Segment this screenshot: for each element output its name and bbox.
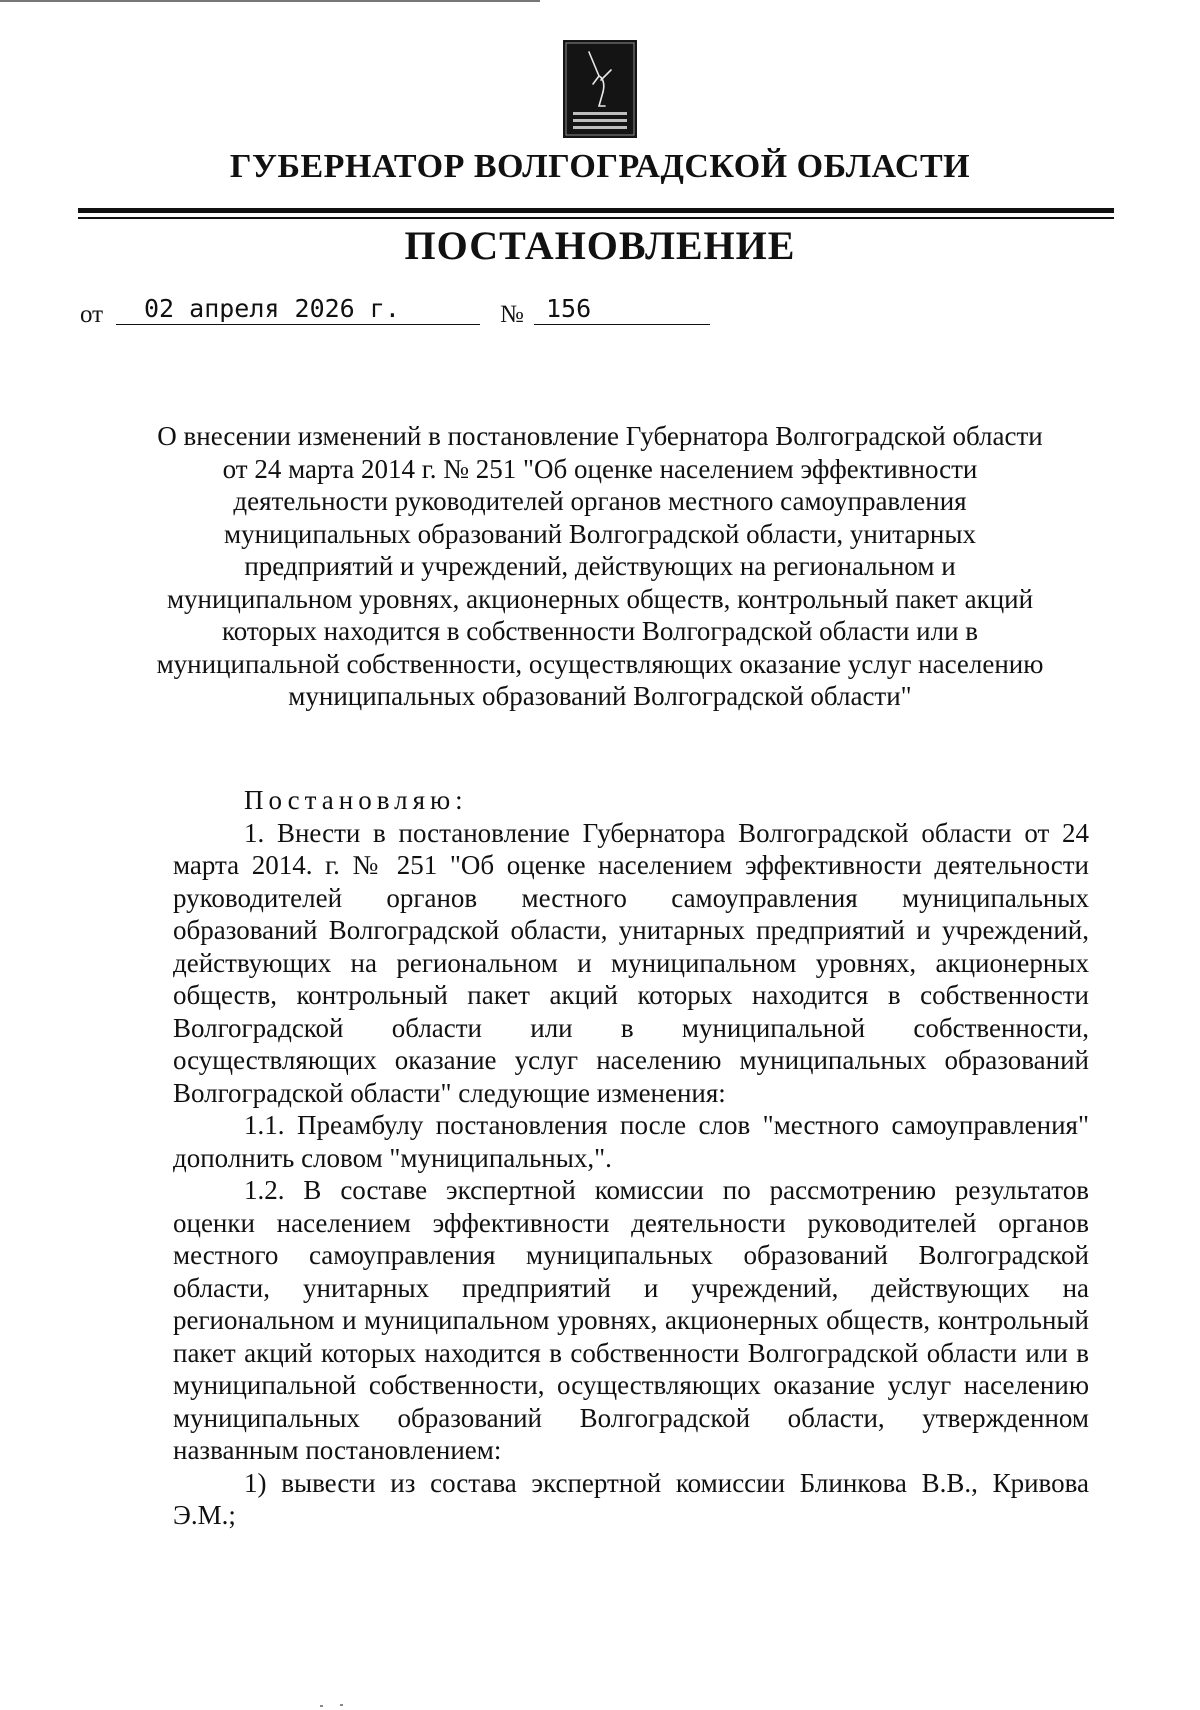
paragraph-1-1: 1.1. Преамбулу постановления после слов "местного самоуправления" дополнить словом "муниципальных,". xyxy=(173,1110,1089,1173)
scan-artifact xyxy=(320,1705,323,1707)
scan-edge-line xyxy=(0,0,540,2)
header-rule-thin xyxy=(78,217,1114,219)
decree-word: Постановляю: xyxy=(244,785,468,815)
document-type: ПОСТАНОВЛЕНИЕ xyxy=(404,223,796,268)
header-rule-thick xyxy=(78,208,1114,213)
paragraph-1-2-item-1: 1) вывести из состава экспертной комиссии Блинкова В.В., Кривова Э.М.; xyxy=(173,1467,1089,1530)
document-body xyxy=(173,784,1089,1532)
paragraph-1: 1. Внести в постановление Губернатора Волгоградской области от 24 марта 2014. г. № 251 "Об оценке населением эффективности деятельности руководителей органов местного самоуправления муниципальных образований Волгоградской области, унитарных предприятий и учреждений, действующих на региональном и муниципальном уровнях, акционерных обществ, контрольный пакет акций которых находится в собственности Волгоградской области или в муниципальной собственности, осуществляющих оказание услуг населению муниципальных образований Волгоградской области" следующие изменения: xyxy=(173,817,1089,1108)
paragraph-1-2: 1.2. В составе экспертной комиссии по рассмотрению результатов оценки населением эффективности деятельности руководителей органов местного самоуправления муниципальных образований Волгоградской области, унитарных предприятий и учреждений, действующих на региональном и муниципальном уровнях, акционерных обществ, контрольный пакет акций которых находится в собственности Волгоградской области или в муниципальной собственности, осуществляющих оказание услуг населению муниципальных образований Волгоградской области, утвержденном названным постановлением: xyxy=(173,1175,1089,1465)
authority-title: ГУБЕРНАТОР ВОЛГОГРАДСКОЙ ОБЛАСТИ xyxy=(229,148,971,185)
scan-artifact xyxy=(340,1704,343,1706)
document-date: 02 апреля 2026 г. xyxy=(116,295,480,325)
document-number: 156 xyxy=(534,295,710,325)
date-label: от xyxy=(80,301,104,328)
volgograd-emblem-icon xyxy=(563,40,637,138)
document-subject: О внесении изменений в постановление Губернатора Волгоградской области от 24 марта 2014 г. № 251 "Об оценке населением эффективности деятельности руководителей органов местного самоуправления муниципальных образований Волгоградской области, унитарных предприятий и учреждений, действующих на региональном и муниципальном уровнях, акционерных обществ, контрольный пакет акций которых находится в собственности Волгоградской области или в муниципальной собственности, осуществляющих оказание услуг населению муниципальных образований Волгоградской области" xyxy=(156,421,1044,711)
number-label: № xyxy=(500,301,524,328)
